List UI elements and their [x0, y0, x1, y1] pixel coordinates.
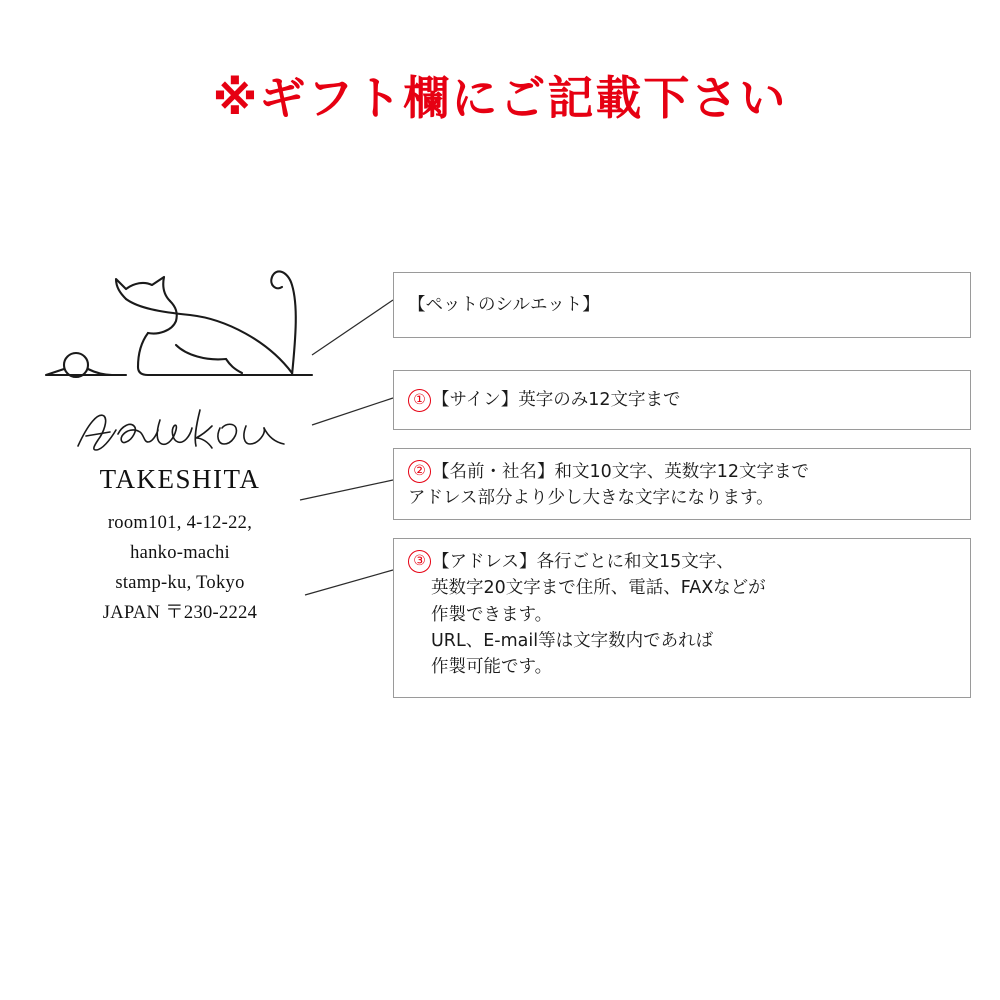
callout-address-line: URL、E-mail等は文字数内であれば: [431, 630, 714, 651]
callout-signature-text: 【サイン】英字のみ12文字まで: [432, 389, 681, 410]
address-line: JAPAN 〒230-2224: [102, 602, 258, 623]
page-title: ※ギフト欄にご記載下さい: [212, 71, 788, 125]
signature-script: [20, 402, 340, 462]
address-line: room101, 4-12-22,: [107, 513, 253, 533]
callout-address-line: 作製可能です。: [431, 657, 553, 677]
pet-silhouette-area: [30, 245, 330, 400]
callout-address-line: 作製できます。: [431, 604, 553, 625]
address-line: hanko-machi: [130, 542, 230, 563]
callout-number-1: ①: [408, 389, 431, 412]
callout-pet-silhouette: [393, 272, 971, 338]
address-line: stamp-ku, Tokyo: [115, 572, 245, 593]
callout-address-line: 英数字20文字まで住所、電話、FAXなどが: [431, 578, 766, 599]
stamp-preview: [20, 245, 340, 629]
callout-address: [393, 538, 971, 698]
callout-name-company: [393, 448, 971, 520]
address-block: [20, 509, 340, 629]
callout-pet-text: 【ペットのシルエット】: [408, 294, 600, 315]
cat-silhouette-icon: [30, 245, 330, 400]
callout-number-3: ③: [408, 550, 431, 573]
callout-name-line: アドレス部分より少し大きな文字になります。: [408, 488, 774, 509]
callout-name-line: 【名前・社名】和文10文字、英数字12文字まで: [432, 462, 810, 482]
callout-address-line: 【アドレス】各行ごとに和文15文字、: [432, 552, 734, 572]
callout-number-2: ②: [408, 460, 431, 483]
company-name: TAKESHITA: [99, 464, 261, 494]
callout-signature: [393, 370, 971, 430]
